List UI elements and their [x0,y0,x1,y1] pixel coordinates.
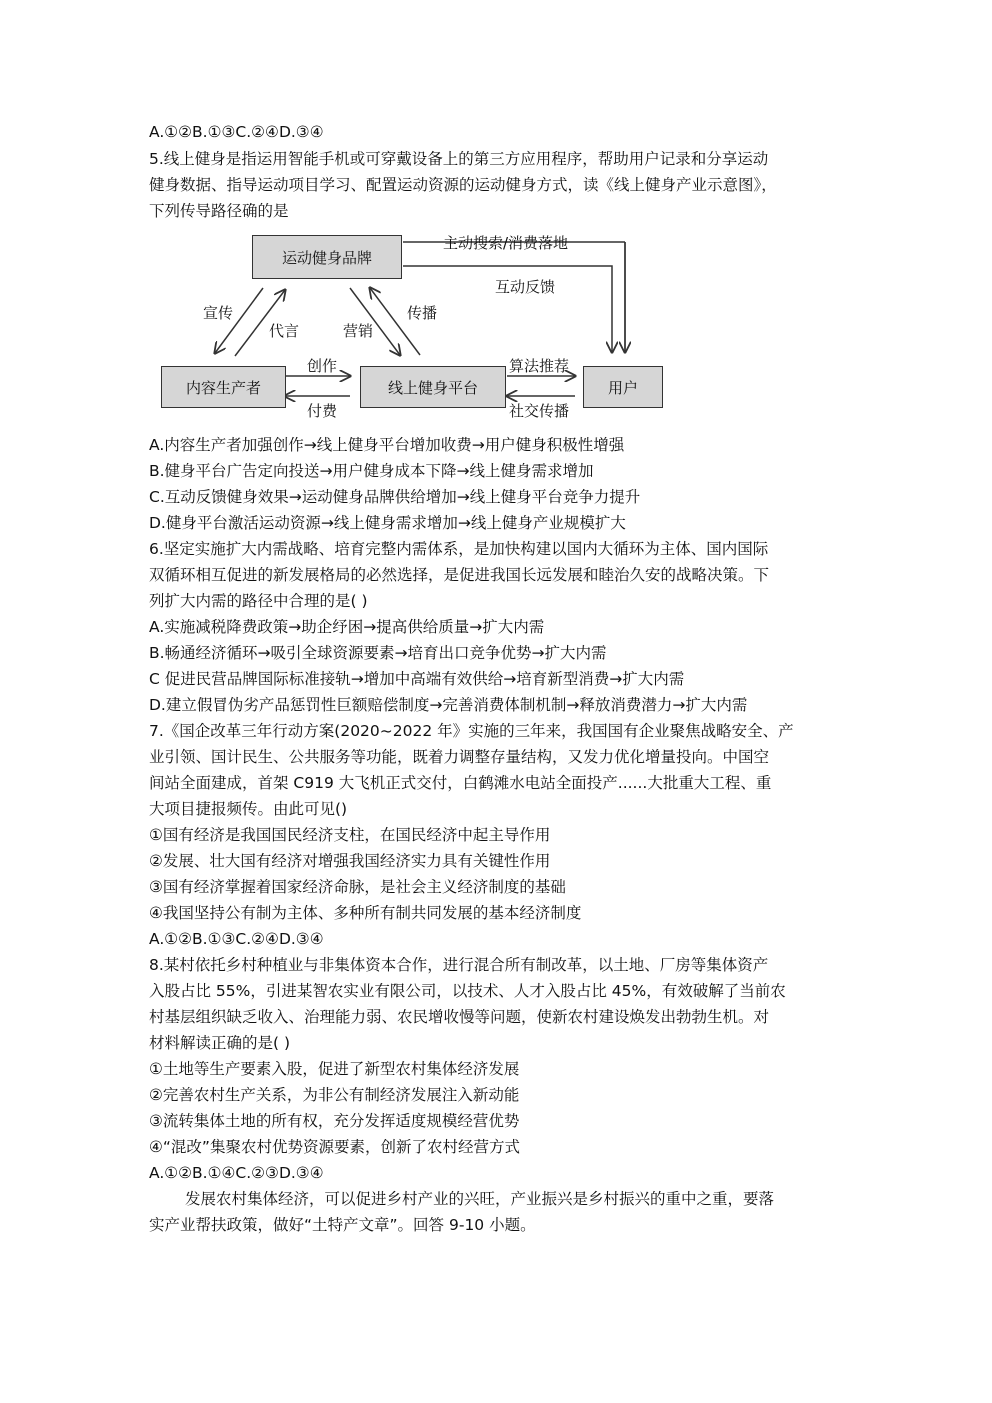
q6-option-c: C 促进民营品牌国际标准接轨→增加中高端有效供给→培育新型消费→扩大内需 [149,670,685,688]
q8-options: A.①②B.①④C.②③D.③④ [149,1164,324,1182]
q7-stem-line-2: 业引领、国计民生、公共服务等功能，既着力调整存量结构，又发力优化增量投向。中国空 [149,748,770,766]
q8-statement-1: ①土地等生产要素入股，促进了新型农村集体经济发展 [149,1060,520,1078]
q6-option-d: D.建立假冒伪劣产品惩罚性巨额赔偿制度→完善消费体制机制→释放消费潜力→扩大内需 [149,696,748,714]
q5-option-a: A.内容生产者加强创作→线上健身平台增加收费→用户健身积极性增强 [149,436,625,454]
q7-statement-4: ④我国坚持公有制为主体、多种所有制共同发展的基本经济制度 [149,904,582,922]
q8-statement-4: ④“混改”集聚农村优势资源要素，创新了农村经营方式 [149,1138,520,1156]
brand-box: 运动健身品牌 [252,235,402,279]
fitness-industry-diagram [155,228,675,418]
label-feedback: 互动反馈 [495,278,556,296]
q8-stem-line-3: 村基层组织缺乏收入、治理能力弱、农民增收慢等问题，使新农村建设焕发出勃勃生机。对 [149,1008,770,1026]
q5-stem-line-3: 下列传导路径确的是 [149,202,289,220]
q6-stem-line-2: 双循环相互促进的新发展格局的必然选择，是促进我国长远发展和睦治久安的战略决策。下 [149,566,770,584]
q7-statement-1: ①国有经济是我国国民经济支柱，在国民经济中起主导作用 [149,826,551,844]
q6-option-a: A.实施减税降费政策→助企纾困→提高供给质量→扩大内需 [149,618,545,636]
platform-box: 线上健身平台 [360,366,506,408]
label-spread: 传播 [407,304,438,322]
q5-stem-line-1: 5.线上健身是指运用智能手机或可穿戴设备上的第三方应用程序，帮助用户记录和分享运动 [149,150,769,168]
q8-statement-2: ②完善农村生产关系，为非公有制经济发展注入新动能 [149,1086,520,1104]
q8-stem-line-4: 材料解读正确的是( ) [149,1034,291,1052]
q5-option-b: B.健身平台广告定向投送→用户健身成本下降→线上健身需求增加 [149,462,594,480]
passage-line-1: 发展农村集体经济，可以促进乡村产业的兴旺，产业振兴是乡村振兴的重中之重，要落 [185,1190,775,1208]
producer-box: 内容生产者 [161,366,286,408]
label-search: 主动搜索/消费落地 [443,234,569,252]
q8-stem-line-1: 8.某村依托乡村种植业与非集体资本合作，进行混合所有制改革，以土地、厂房等集体资产 [149,956,769,974]
q7-stem-line-3: 间站全面建成，首架 C919 大飞机正式交付，白鹤滩水电站全面投产......大批重大工程、重 [149,774,772,792]
q6-stem-line-3: 列扩大内需的路径中合理的是( ) [149,592,368,610]
q8-stem-line-2: 入股占比 55%，引进某智农实业有限公司，以技术、人才入股占比 45%，有效破解了当前农 [149,982,786,1000]
q6-stem-line-1: 6.坚定实施扩大内需战略、培育完整内需体系，是加快构建以国内大循环为主体、国内国际 [149,540,769,558]
q7-options: A.①②B.①③C.②④D.③④ [149,930,324,948]
q7-stem-line-1: 7.《国企改革三年行动方案(2020~2022 年》实施的三年来，我国国有企业聚焦战略安全、产 [149,722,794,740]
q5-stem-line-2: 健身数据、指导运动项目学习、配置运动资源的运动健身方式，读《线上健身产业示意图》， [149,176,777,194]
label-promote: 宣传 [203,304,234,322]
label-endorse: 代言 [269,322,300,340]
label-algo: 算法推荐 [509,357,570,375]
label-marketing: 营销 [343,322,374,340]
q7-stem-line-4: 大项目捷报频传。由此可见() [149,800,348,818]
label-pay: 付费 [307,402,338,420]
q8-statement-3: ③流转集体土地的所有权，充分发挥适度规模经营优势 [149,1112,520,1130]
label-create: 创作 [307,357,338,375]
q6-option-b: B.畅通经济循环→吸引全球资源要素→培育出口竞争优势→扩大内需 [149,644,607,662]
q7-statement-3: ③国有经济掌握着国家经济命脉，是社会主义经济制度的基础 [149,878,566,896]
q4-options: A.①②B.①③C.②④D.③④ [149,123,324,141]
label-social: 社交传播 [509,402,570,420]
q5-option-c: C.互动反馈健身效果→运动健身品牌供给增加→线上健身平台竞争力提升 [149,488,641,506]
q5-option-d: D.健身平台激活运动资源→线上健身需求增加→线上健身产业规模扩大 [149,514,626,532]
user-box: 用户 [583,366,663,408]
q7-statement-2: ②发展、壮大国有经济对增强我国经济实力具有关键性作用 [149,852,551,870]
passage-line-2: 实产业帮扶政策，做好“土特产文章”。回答 9-10 小题。 [149,1216,536,1234]
